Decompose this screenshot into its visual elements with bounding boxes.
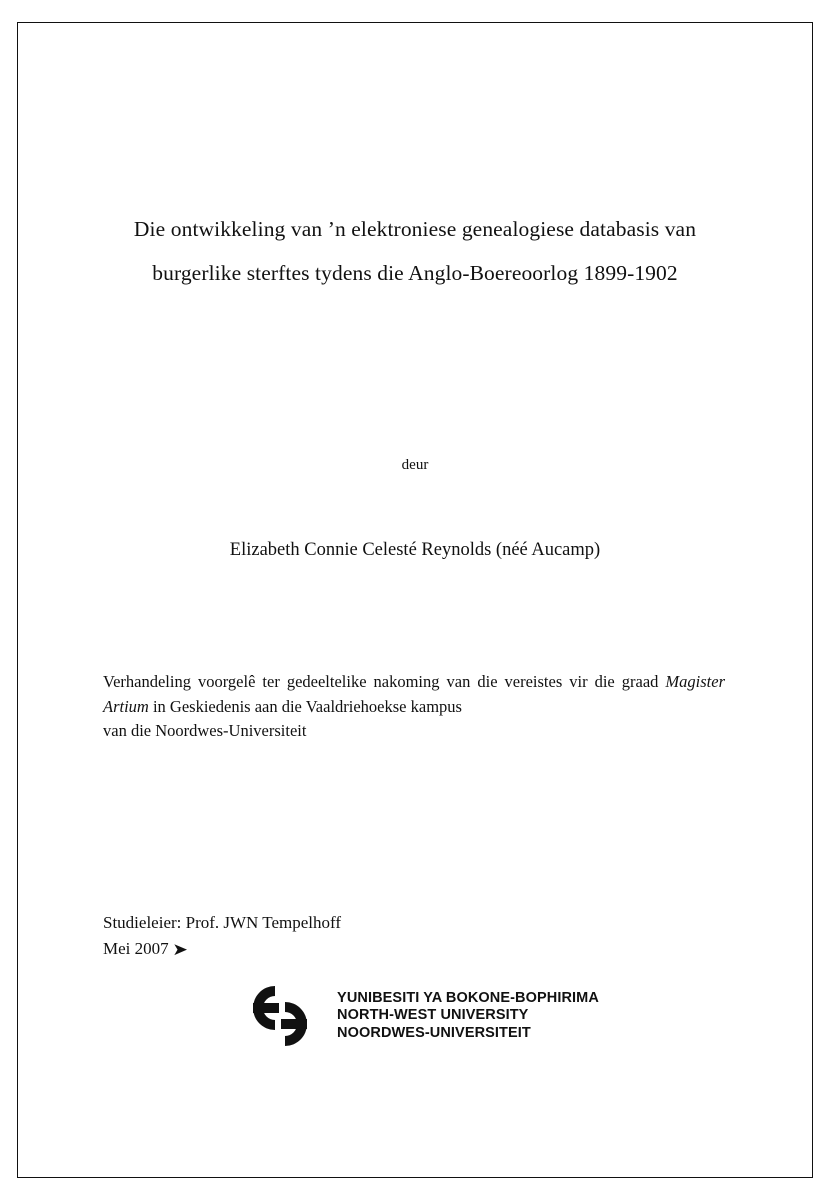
statement-part-3: van die Noordwes-Universiteit	[103, 721, 307, 740]
logo-text-block	[337, 990, 599, 1043]
degree-statement	[103, 670, 725, 744]
logo-line-1: YUNIBESITI YA BOKONE-BOPHIRIMA	[337, 989, 599, 1006]
by-label: deur	[401, 457, 429, 473]
page-content	[100, 22, 730, 1178]
author-name: Elizabeth Connie Celesté Reynolds (néé Aucamp)	[229, 540, 601, 560]
title-line-2: burgerlike sterftes tydens die Anglo-Boereoorlog 1899-1902	[152, 261, 678, 285]
logo-line-3: NOORDWES-UNIVERSITEIT	[337, 1024, 531, 1041]
nwu-logo-icon	[231, 980, 329, 1052]
degree-name: Magister Artium	[103, 672, 725, 716]
logo-line-2: NORTH-WEST UNIVERSITY	[337, 1007, 529, 1024]
thesis-title	[100, 207, 730, 295]
university-logo	[100, 980, 730, 1052]
supervisor-block	[103, 910, 603, 962]
supervisor-line: Studieleier: Prof. JWN Tempelhoff	[103, 913, 342, 932]
date-flourish-mark: ➤	[172, 940, 188, 959]
date-line	[103, 936, 603, 962]
title-line-1: Die ontwikkeling van ’n elektroniese genealogiese databasis van	[133, 217, 697, 241]
statement-part-2: in Geskiedenis aan die Vaaldriehoekse kampus	[148, 696, 462, 716]
statement-part-1: Verhandeling voorgelê ter gedeeltelike nakoming van die vereistes vir die graad	[103, 672, 666, 691]
date-text: Mei 2007	[103, 939, 169, 958]
